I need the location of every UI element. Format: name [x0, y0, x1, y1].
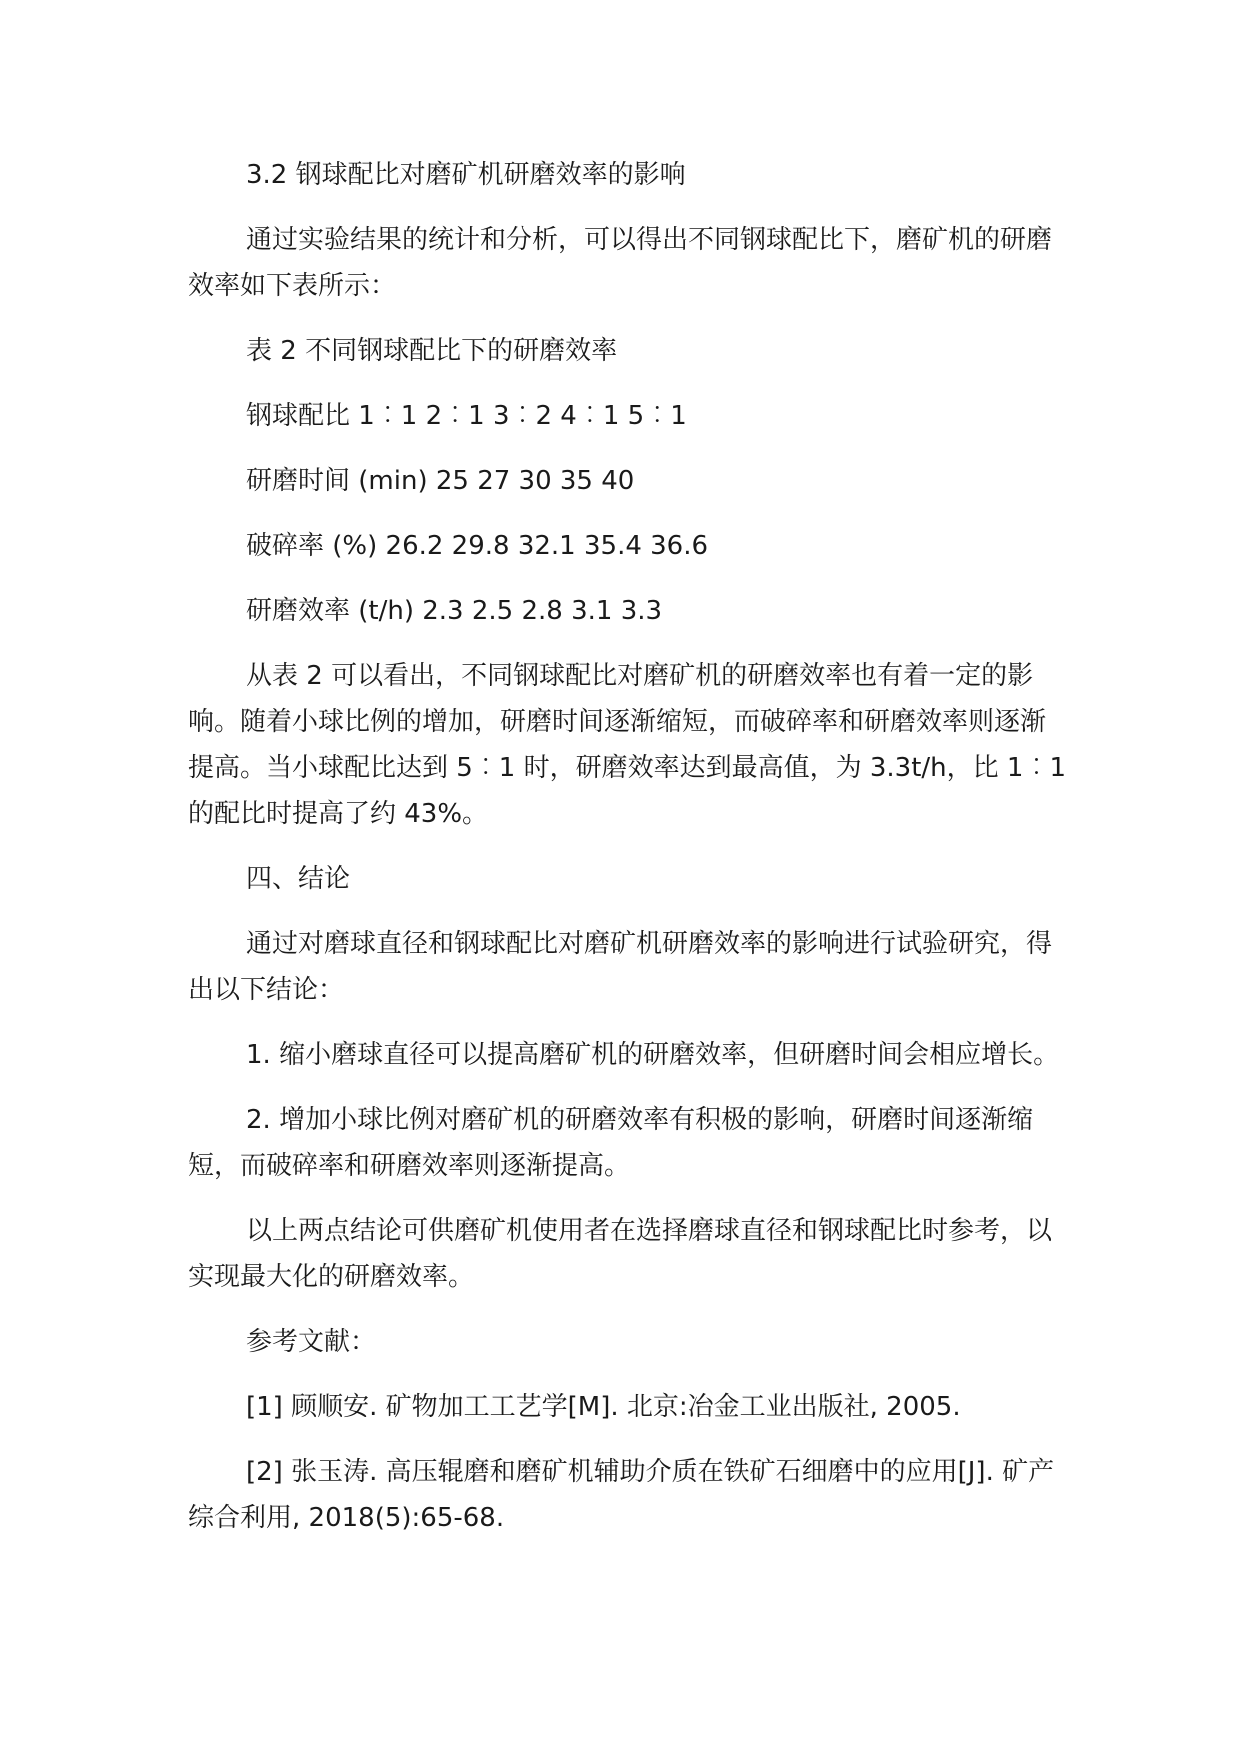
table-row-crushing-rate: 破碎率 (%) 26.2 29.8 32.1 35.4 36.6: [246, 531, 709, 561]
document-body: [188, 152, 1068, 1560]
intro-paragraph: 通过实验结果的统计和分析，可以得出不同钢球配比下，磨矿机的研磨效率如下表所示：: [188, 225, 1053, 301]
section-heading-3-2: 3.2 钢球配比对磨矿机研磨效率的影响: [246, 160, 686, 190]
conclusion-intro: 通过对磨球直径和钢球配比对磨矿机研磨效率的影响进行试验研究，得出以下结论：: [188, 929, 1053, 1005]
reference-item-1: [1] 顾顺安. 矿物加工工艺学[M]. 北京:冶金工业出版社, 2005.: [246, 1392, 961, 1422]
table-row-grinding-time: 研磨时间 (min) 25 27 30 35 40: [246, 466, 635, 496]
conclusion-item-2: 2. 增加小球比例对磨矿机的研磨效率有积极的影响，研磨时间逐渐缩短，而破碎率和研磨效率则逐渐提高。: [188, 1105, 1034, 1181]
conclusion-item-1: 1. 缩小磨球直径可以提高磨矿机的研磨效率，但研磨时间会相应增长。: [246, 1040, 1060, 1070]
table-row-ball-ratio: 钢球配比 1︰1 2︰1 3︰2 4︰1 5︰1: [246, 401, 687, 431]
reference-item-2: [2] 张玉涛. 高压辊磨和磨矿机辅助介质在铁矿石细磨中的应用[J]. 矿产综合利用, 2018(5):65-68.: [188, 1457, 1055, 1533]
references-heading: 参考文献：: [246, 1327, 377, 1357]
table-row-grinding-efficiency: 研磨效率 (t/h) 2.3 2.5 2.8 3.1 3.3: [246, 596, 663, 626]
analysis-paragraph: 从表 2 可以看出，不同钢球配比对磨矿机的研磨效率也有着一定的影响。随着小球比例的增加，研磨时间逐渐缩短，而破碎率和研磨效率则逐渐提高。当小球配比达到 5︰1 时，研磨效率达到最高值，为 3.3t/h，比 1︰1 的配比时提高了约 43%。: [188, 661, 1067, 829]
conclusion-summary: 以上两点结论可供磨矿机使用者在选择磨球直径和钢球配比时参考，以实现最大化的研磨效率。: [188, 1216, 1053, 1292]
table-caption: 表 2 不同钢球配比下的研磨效率: [246, 336, 618, 366]
section-heading-conclusion: 四、结论: [246, 864, 351, 894]
